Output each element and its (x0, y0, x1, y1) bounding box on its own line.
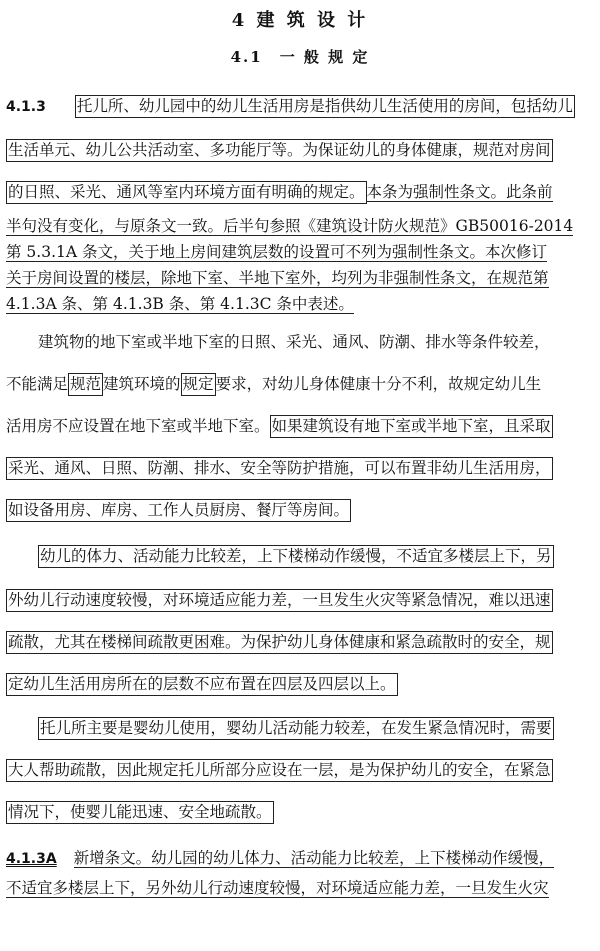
floors-line-3 (6, 630, 594, 654)
chapter-heading: 4 建 筑 设 计 (231, 10, 369, 31)
boxed-text: 幼儿的体力、活动能力比较差，上下楼梯动作缓慢，不适宜多楼层上下，另 (38, 545, 554, 568)
boxed-text: 大人帮助疏散，因此规定托儿所部分应设在一层，是为保护幼儿的安全，在紧急 (6, 759, 553, 782)
clause-413-line-4 (6, 214, 594, 238)
section-heading: 4.1 一 般 规 定 (230, 48, 370, 66)
clause-413-line-5 (6, 240, 594, 264)
clause-413a-line-2 (6, 876, 594, 900)
nursery-line-3 (6, 800, 594, 824)
clause-413-line-6 (6, 266, 594, 290)
clause-413-line-2 (6, 138, 594, 162)
basement-line-5 (6, 498, 594, 522)
basement-line-1 (6, 330, 594, 354)
underlined-text: 不适宜多楼层上下，另外幼儿行动速度较慢，对环境适应能力差，一旦发生火灾 (6, 879, 549, 897)
basement-line-2 (6, 372, 594, 396)
clause-413a-line-1 (6, 846, 594, 870)
paragraph-text: 要求，对幼儿身体健康十分不利，故规定幼儿生 (215, 375, 542, 393)
boxed-word: 规定 (181, 373, 216, 396)
clause-413-line-3 (6, 180, 594, 204)
boxed-word: 规范 (68, 373, 103, 396)
boxed-text: 采光、通风、日照、防潮、排水、安全等防护措施，可以布置非幼儿生活用房， (6, 457, 553, 480)
basement-line-3 (6, 414, 594, 438)
underlined-text: 第 5.3.1A 条文，关于地上房间建筑层数的设置可不列为强制性条文。本次修订 (6, 243, 547, 261)
basement-line-4 (6, 456, 594, 480)
paragraph-text: 不能满足 (6, 375, 69, 393)
boxed-text: 生活单元、幼儿公共活动室、多功能厅等。为保证幼儿的身体健康，规范对房间 (6, 139, 553, 162)
paragraph-text: 建筑物的地下室或半地下室的日照、采光、通风、防潮、排水等条件较差， (38, 333, 550, 351)
boxed-text: 疏散，尤其在楼梯间疏散更困难。为保护幼儿身体健康和紧急疏散时的安全，规 (6, 631, 553, 654)
boxed-text: 外幼儿行动速度较慢，对环境适应能力差，一旦发生火灾等紧急情况，难以迅速 (6, 589, 553, 612)
boxed-text: 的日照、采光、通风等室内环境方面有明确的规定。 (6, 181, 367, 204)
boxed-text: 定幼儿生活用房所在的层数不应布置在四层及四层以上。 (6, 673, 398, 696)
boxed-text: 如设备用房、库房、工作人员厨房、餐厅等房间。 (6, 499, 351, 522)
clause-413-line-1 (6, 94, 594, 118)
underlined-text: 4.1.3A 条、第 4.1.3B 条、第 4.1.3C 条中表述。 (6, 295, 354, 313)
clause-number: 4.1.3 (6, 99, 46, 115)
paragraph-text: 活用房不应设置在地下室或半地下室。 (6, 417, 270, 435)
underlined-text: 新增条文。幼儿园的幼儿体力、活动能力比较差，上下楼梯动作缓慢， (73, 849, 555, 867)
clause-413-line-7 (6, 292, 594, 316)
paragraph-text: 建筑环境的 (103, 375, 181, 393)
underlined-text: 本条为强制性条文。此条前 (366, 183, 553, 201)
nursery-line-1 (6, 716, 594, 740)
boxed-text: 托儿所主要是婴幼儿使用，婴幼儿活动能力较差，在发生紧急情况时，需要 (38, 717, 554, 740)
floors-line-1 (6, 544, 594, 568)
floors-line-4 (6, 672, 594, 696)
clause-number: 4.1.3A (6, 851, 57, 867)
floors-line-2 (6, 588, 594, 612)
boxed-text: 情况下，使婴儿能迅速、安全地疏散。 (6, 801, 274, 824)
underlined-text: 半句没有变化，与原条文一致。后半句参照《建筑设计防火规范》GB50016-2014 (6, 217, 574, 235)
underlined-text: 关于房间设置的楼层，除地下室、半地下室外，均列为非强制性条文，在规范第 (6, 269, 549, 287)
boxed-text: 托儿所、幼儿园中的幼儿生活用房是指供幼儿生活使用的房间，包括幼儿 (75, 95, 575, 118)
boxed-text: 如果建筑设有地下室或半地下室，且采取 (270, 415, 553, 438)
nursery-line-2 (6, 758, 594, 782)
